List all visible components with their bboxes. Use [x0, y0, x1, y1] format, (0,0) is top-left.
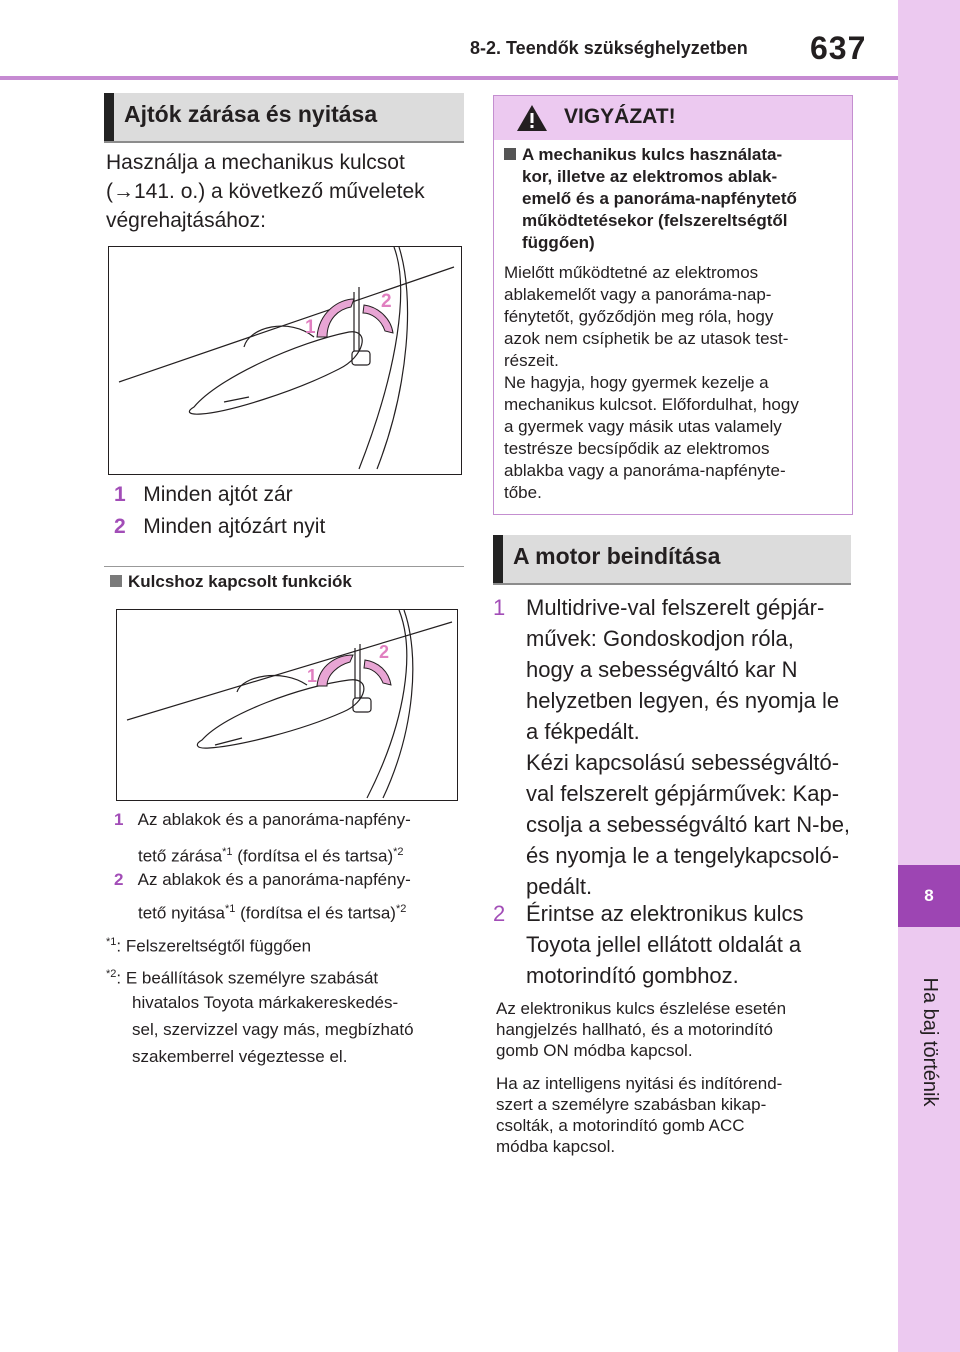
- sub-item-line: tető zárása: [138, 846, 223, 866]
- warning-title: VIGYÁZAT!: [564, 105, 676, 128]
- step-line: motorindító gombhoz.: [526, 963, 739, 988]
- footnote-ref: *2: [393, 846, 404, 858]
- sub-item-line: (fordítsa el és tartsa): [232, 846, 394, 866]
- intro-line-3: végrehajtásához:: [106, 209, 266, 232]
- footnote-text: : E beállítások személyre szabását: [116, 968, 379, 988]
- section-heading-engine: [493, 535, 851, 585]
- sub-item-line: Az ablakok és a panoráma-napfény-: [137, 870, 411, 889]
- list-item-number: 1: [114, 810, 124, 829]
- footnote-mark: *2: [106, 968, 117, 980]
- chapter-number: 8: [924, 886, 934, 905]
- footnote-text: szakemberrel végeztesse el.: [132, 1047, 348, 1066]
- warning-bold-line: működtetésekor (felszereltségtől: [522, 211, 788, 230]
- warning-bold-line: emelő és a panoráma-napfénytető: [522, 189, 797, 208]
- step-line: Érintse az elektronikus kulcs: [526, 901, 804, 926]
- footnote-text: sel, szervizzel vagy más, megbízható: [132, 1020, 414, 1039]
- fig1-label-1: 1: [305, 317, 316, 338]
- warning-line: mechanikus kulcsot. Előfordulhat, hogy: [504, 395, 799, 414]
- note-paragraph-2: [496, 1073, 782, 1157]
- warning-line: Mielőtt működtetné az elektromos: [504, 263, 759, 282]
- chapter-title: Ha baj történik: [919, 977, 941, 1107]
- warning-body: [504, 262, 799, 504]
- warning-line: részeit.: [504, 351, 559, 370]
- warning-line: ablakba vagy a panoráma-napfényte-: [504, 461, 786, 480]
- step-line: pedált.: [526, 874, 593, 899]
- sub-heading-text: Kulcshoz kapcsolt funkciók: [128, 572, 352, 591]
- warning-bold-line: függően): [522, 233, 595, 252]
- step-line: helyzetben legyen, és nyomja le: [526, 688, 840, 713]
- list-item-number: 2: [114, 870, 124, 889]
- square-bullet-icon: [504, 148, 516, 160]
- footnote-ref: *1: [222, 846, 233, 858]
- warning-line: a gyermek vagy másik utas valamely: [504, 417, 782, 436]
- step-line: művek: Gondoskodjon róla,: [526, 626, 794, 651]
- list-item-number: 2: [114, 515, 126, 538]
- sub-item-line: (fordítsa el és tartsa): [235, 903, 396, 923]
- sub-heading-key-functions: [110, 572, 352, 592]
- note-paragraph-1: [496, 998, 786, 1061]
- header-rule: [0, 76, 898, 80]
- step-1-text: [526, 592, 856, 902]
- divider: [104, 566, 464, 567]
- list-item-text: Minden ajtózárt nyit: [143, 515, 326, 538]
- section-heading-doors: [104, 93, 464, 143]
- footnote-2: [106, 960, 378, 993]
- note-line: szert a személyre szabásban kikap-: [496, 1095, 767, 1114]
- intro-line-2: (→141. o.) a következő műveletek: [106, 180, 425, 203]
- step-line: csolja a sebességváltó kart N-be,: [526, 812, 851, 837]
- footnote-text: hivatalos Toyota márkakereskedés-: [132, 993, 399, 1012]
- square-bullet-icon: [110, 575, 122, 587]
- step-line: val felszerelt gépjárművek: Kap-: [526, 781, 840, 806]
- warning-line: tőbe.: [504, 483, 542, 502]
- intro-line-1: Használja a mechanikus kulcsot: [106, 151, 405, 174]
- warning-bold-line: kor, illetve az elektromos ablak-: [522, 167, 778, 186]
- chapter-number-box[interactable]: [898, 865, 960, 927]
- chapter-side-label: [898, 950, 960, 1150]
- sub-list-item: [114, 806, 411, 834]
- door-handle-illustration: [109, 247, 461, 474]
- section-title: 8-2. Teendők szükséghelyzetben: [470, 38, 748, 58]
- warning-line: Ne hagyja, hogy gyermek kezelje a: [504, 373, 769, 392]
- footnote-text: : Felszereltségtől függően: [116, 936, 312, 956]
- sub-list-item: [114, 866, 411, 894]
- step-line: a fékpedált.: [526, 719, 640, 744]
- step-line: és nyomja le a tengelykapcsoló-: [526, 843, 840, 868]
- note-line: hangjelzés hallható, és a motorindító: [496, 1020, 773, 1039]
- footnote-ref: *1: [224, 903, 236, 915]
- step-line: Multidrive-val felszerelt gépjár-: [526, 595, 825, 620]
- sub-item-line: tető nyitása: [138, 903, 225, 923]
- door-handle-figure-1: [108, 246, 462, 475]
- note-line: gomb ON módba kapcsol.: [496, 1041, 693, 1060]
- footnote-1: [106, 928, 311, 961]
- page-number: 637: [810, 30, 867, 66]
- heading-doors-text: Ajtók zárása és nyitása: [124, 101, 378, 127]
- list-item-text: Minden ajtót zár: [143, 483, 293, 506]
- list-item: [114, 512, 325, 541]
- warning-line: testrésze becsípődik az elektromos: [504, 439, 770, 458]
- warning-header: [494, 96, 852, 140]
- warning-bold-block: [504, 144, 797, 254]
- sub-list-item-cont: [138, 895, 406, 928]
- door-handle-illustration: [117, 610, 457, 800]
- note-line: csolták, a motorindító gomb ACC: [496, 1116, 745, 1135]
- note-line: Ha az intelligens nyitási és indítórend-: [496, 1074, 783, 1093]
- step-line: Toyota jellel ellátott oldalát a: [526, 932, 802, 957]
- fig2-label-1: 1: [307, 666, 318, 686]
- step-2-text: [526, 898, 856, 991]
- step-line: Kézi kapcsolású sebességváltó-: [526, 750, 840, 775]
- warning-line: azok nem csíphetik be az utasok test-: [504, 329, 789, 348]
- warning-line: ablakemelőt vagy a panoráma-nap-: [504, 285, 772, 304]
- step-line: hogy a sebességváltó kar N: [526, 657, 798, 682]
- note-line: módba kapcsol.: [496, 1137, 616, 1156]
- step-number: 1: [493, 595, 506, 620]
- warning-triangle-icon: [516, 103, 548, 133]
- warning-line: fénytetőt, győződjön meg róla, hogy: [504, 307, 774, 326]
- footnote-mark: *1: [106, 936, 117, 948]
- list-item: [114, 480, 293, 509]
- heading-engine-text: A motor beindítása: [513, 543, 721, 569]
- footnote-ref: *2: [395, 903, 407, 915]
- warning-bold-line: A mechanikus kulcs használata-: [504, 144, 797, 166]
- fig1-label-2: 2: [381, 291, 392, 312]
- note-line: Az elektronikus kulcs észlelése esetén: [496, 999, 787, 1018]
- fig2-label-2: 2: [379, 642, 390, 662]
- step-number: 2: [493, 901, 506, 926]
- list-item-number: 1: [114, 483, 126, 506]
- door-handle-figure-2: [116, 609, 458, 801]
- warning-box: [493, 95, 853, 515]
- sub-item-line: Az ablakok és a panoráma-napfény-: [137, 810, 411, 829]
